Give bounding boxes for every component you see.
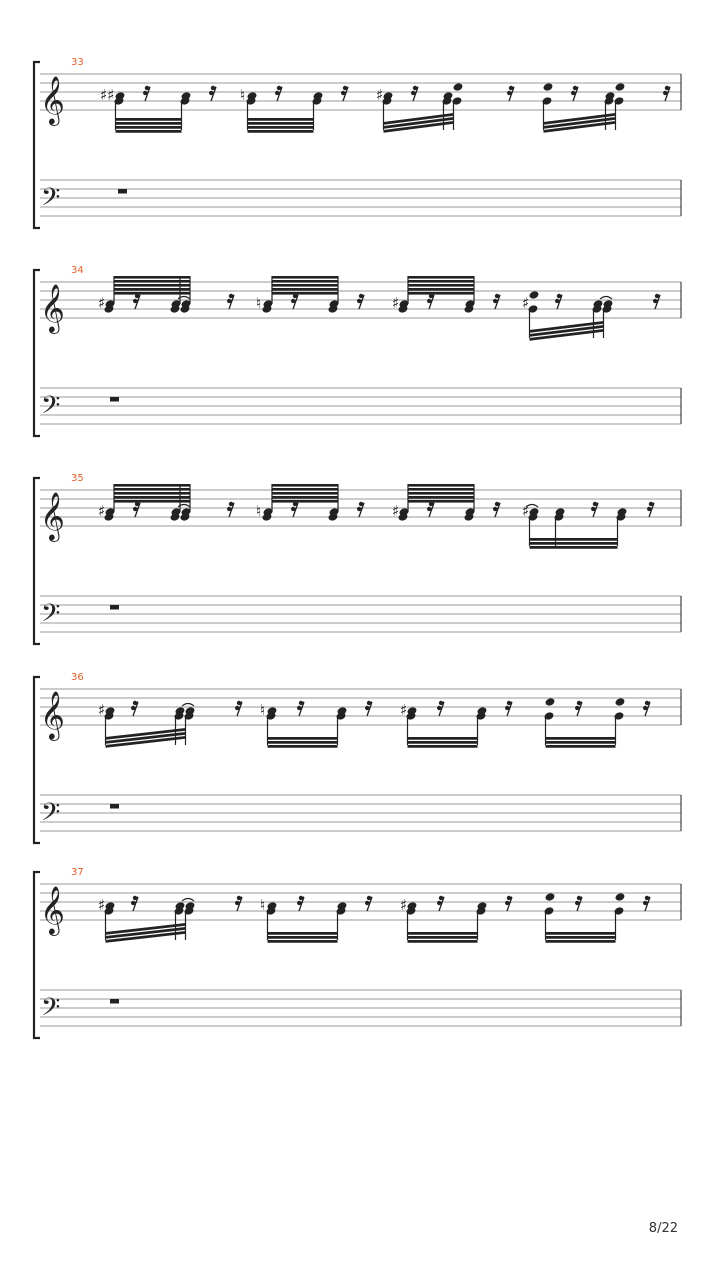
beam (268, 737, 338, 740)
system (34, 57, 681, 228)
beam (248, 118, 314, 121)
sixteenth-rest-icon (357, 502, 364, 517)
beam (114, 280, 190, 283)
accidental: ♮ (256, 502, 262, 520)
beam (546, 932, 616, 935)
beam (272, 284, 338, 287)
beam (408, 745, 478, 748)
sixteenth-rest-icon (411, 86, 418, 101)
treble-clef-icon: 𝄞 (40, 690, 65, 739)
treble-clef-icon: 𝄞 (40, 283, 65, 332)
sixteenth-rest-icon (365, 701, 372, 716)
note-group (400, 896, 512, 943)
beam (546, 940, 616, 943)
page-number: 8/22 (648, 1221, 678, 1236)
bass-staff (40, 795, 681, 831)
tie (182, 899, 194, 902)
sixteenth-rest-icon (507, 86, 514, 101)
treble-clef-icon: 𝄞 (40, 491, 65, 540)
beam (114, 492, 190, 495)
beam (530, 546, 618, 549)
accidental: ♯ (392, 502, 400, 520)
beam (408, 488, 474, 491)
system (34, 265, 681, 436)
accidental: ♯♯ (100, 86, 115, 104)
note-group (544, 697, 650, 748)
measure-number: 34 (71, 265, 84, 276)
bass-clef-icon: 𝄢 (41, 993, 61, 1028)
sixteenth-rest-icon (131, 896, 138, 911)
beam (408, 741, 478, 744)
measure-number: 35 (71, 473, 84, 484)
accidental: ♯ (98, 294, 106, 312)
sixteenth-rest-icon (291, 294, 298, 309)
beam (272, 500, 338, 503)
beam (408, 940, 478, 943)
sixteenth-rest-icon (437, 896, 444, 911)
accidental: ♯ (522, 502, 530, 520)
accidental: ♯ (376, 86, 384, 104)
note-group (522, 290, 660, 341)
sixteenth-rest-icon (575, 701, 582, 716)
sixteenth-rest-icon (291, 502, 298, 517)
beam (408, 737, 478, 740)
beam (272, 488, 338, 491)
beam (114, 292, 190, 295)
note-head (615, 82, 626, 92)
beam (268, 936, 338, 939)
accidental: ♯ (392, 294, 400, 312)
bass-clef-icon: 𝄢 (41, 798, 61, 833)
beam (408, 496, 474, 499)
beam (408, 288, 474, 291)
beam (248, 126, 314, 129)
beam (408, 292, 474, 295)
note-group (376, 82, 514, 133)
beam (546, 741, 616, 744)
sixteenth-rest-icon (493, 294, 500, 309)
whole-rest-icon (110, 605, 119, 610)
beam (530, 538, 618, 541)
beam (408, 484, 474, 487)
beam (268, 940, 338, 943)
bass-staff (40, 180, 681, 216)
system (34, 672, 681, 843)
sixteenth-rest-icon (131, 701, 138, 716)
sixteenth-rest-icon (235, 896, 242, 911)
system (34, 867, 681, 1038)
sixteenth-rest-icon (571, 86, 578, 101)
sixteenth-rest-icon (133, 502, 140, 517)
bass-staff (40, 990, 681, 1026)
beam (408, 936, 478, 939)
beam (116, 122, 182, 125)
whole-rest-icon (110, 804, 119, 809)
beam (408, 276, 474, 279)
beam (272, 288, 338, 291)
whole-rest-icon (110, 397, 119, 402)
sixteenth-rest-icon (227, 502, 234, 517)
note-group (544, 892, 650, 943)
beam (268, 745, 338, 748)
whole-rest-icon (110, 999, 119, 1004)
measure-number: 36 (71, 672, 84, 683)
beam (272, 492, 338, 495)
tie (600, 297, 612, 300)
bass-staff (40, 388, 681, 424)
sixteenth-rest-icon (427, 294, 434, 309)
beam (248, 122, 314, 125)
note-group (98, 896, 242, 943)
beam (268, 741, 338, 744)
sixteenth-rest-icon (643, 896, 650, 911)
note-head (545, 697, 556, 707)
note-group (260, 701, 372, 748)
sixteenth-rest-icon (427, 502, 434, 517)
note-group (240, 86, 348, 133)
treble-staff (40, 74, 681, 110)
note-group (260, 896, 372, 943)
beam (272, 276, 338, 279)
beam (272, 496, 338, 499)
beam (114, 276, 190, 279)
note-head (545, 892, 556, 902)
accidental: ♯ (400, 896, 408, 914)
beam (408, 280, 474, 283)
beam (272, 280, 338, 283)
sixteenth-rest-icon (493, 502, 500, 517)
note-group (100, 86, 216, 133)
accidental: ♯ (98, 502, 106, 520)
sixteenth-rest-icon (505, 701, 512, 716)
accidental: ♮ (260, 701, 266, 719)
sixteenth-rest-icon (297, 896, 304, 911)
sixteenth-rest-icon (209, 86, 216, 101)
beam (546, 737, 616, 740)
treble-clef-icon: 𝄞 (40, 75, 65, 124)
beam (114, 488, 190, 491)
measure-number: 33 (71, 57, 84, 68)
beam (114, 500, 190, 503)
beam (114, 484, 190, 487)
sixteenth-rest-icon (227, 294, 234, 309)
sixteenth-rest-icon (365, 896, 372, 911)
note-group (98, 701, 242, 748)
beam (408, 500, 474, 503)
tie (182, 704, 194, 707)
accidental: ♯ (522, 294, 530, 312)
sixteenth-rest-icon (357, 294, 364, 309)
beam (530, 542, 618, 545)
accidental: ♮ (256, 294, 262, 312)
accidental: ♯ (98, 701, 106, 719)
sixteenth-rest-icon (437, 701, 444, 716)
sixteenth-rest-icon (647, 502, 654, 517)
bass-clef-icon: 𝄢 (41, 391, 61, 426)
sixteenth-rest-icon (653, 294, 660, 309)
sixteenth-rest-icon (275, 86, 282, 101)
sixteenth-rest-icon (133, 294, 140, 309)
beam (546, 745, 616, 748)
beam (116, 118, 182, 121)
sixteenth-rest-icon (591, 502, 598, 517)
note-head (615, 892, 626, 902)
note-head (529, 290, 540, 300)
accidental: ♯ (98, 896, 106, 914)
note-head (615, 697, 626, 707)
beam (408, 932, 478, 935)
beam (116, 126, 182, 129)
sixteenth-rest-icon (575, 896, 582, 911)
beam (116, 130, 182, 133)
note-head (453, 82, 464, 92)
sixteenth-rest-icon (505, 896, 512, 911)
accidental: ♯ (400, 701, 408, 719)
beam (546, 936, 616, 939)
sixteenth-rest-icon (555, 294, 562, 309)
note-group (542, 82, 670, 133)
beam (114, 288, 190, 291)
sixteenth-rest-icon (235, 701, 242, 716)
beam (248, 130, 314, 133)
beam (408, 492, 474, 495)
measure-number: 37 (71, 867, 84, 878)
sixteenth-rest-icon (143, 86, 150, 101)
sixteenth-rest-icon (643, 701, 650, 716)
accidental: ♮ (240, 86, 246, 104)
sixteenth-rest-icon (297, 701, 304, 716)
note-group (522, 502, 654, 549)
beam (408, 284, 474, 287)
sixteenth-rest-icon (663, 86, 670, 101)
note-group (400, 701, 512, 748)
beam (272, 292, 338, 295)
beam (268, 932, 338, 935)
note-head (543, 82, 554, 92)
beam (114, 284, 190, 287)
whole-rest-icon (118, 189, 127, 194)
bass-clef-icon: 𝄢 (41, 599, 61, 634)
treble-clef-icon: 𝄞 (40, 885, 65, 934)
beam (114, 496, 190, 499)
bass-staff (40, 596, 681, 632)
accidental: ♮ (260, 896, 266, 914)
beam (272, 484, 338, 487)
sixteenth-rest-icon (341, 86, 348, 101)
system (34, 473, 681, 644)
bass-clef-icon: 𝄢 (41, 183, 61, 218)
